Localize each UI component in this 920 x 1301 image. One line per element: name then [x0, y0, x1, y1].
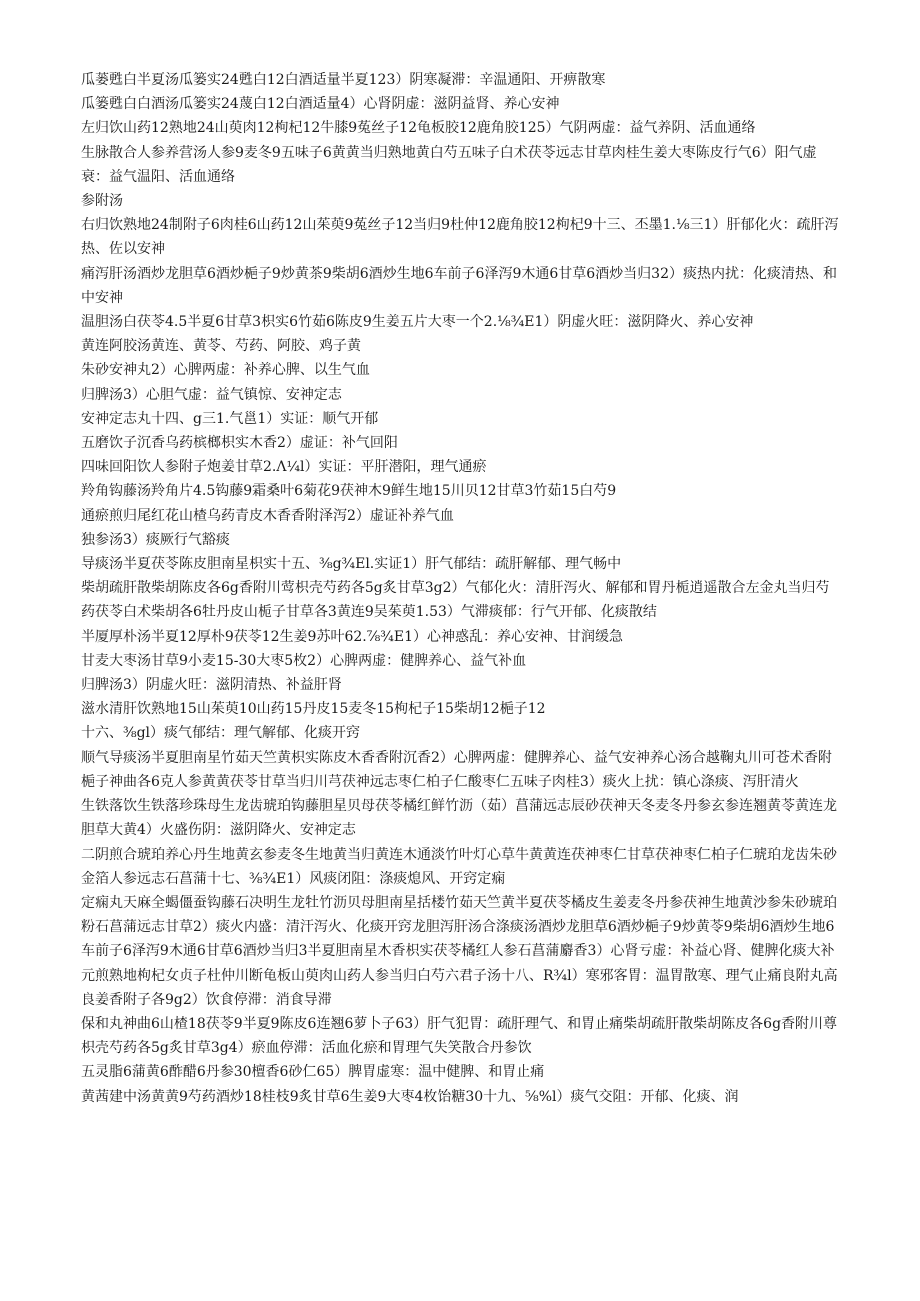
text-line: 归脾汤3）心胆气虚：益气镇惊、安神定志 [81, 386, 342, 403]
text-line: 独参汤3）痰厥行气豁痰 [81, 531, 230, 548]
text-line: 黄茜建中汤黄黄9芍药酒炒18桂枝9炙甘草6生姜9大枣4枚饴糖30十九、⅝%l）痰气交阻：开郁、化痰、润 [81, 1088, 739, 1105]
text-line: 滋水清肝饮熟地15山茱萸10山药15丹皮15麦冬15枸杞子15柴胡12梔子12 [81, 701, 546, 718]
text-line: 四味回阳饮人参附子炮姜甘草2.Λ¼l）实证：平肝潜阳，理气通瘀 [81, 459, 487, 476]
text-line: 顺气导痰汤半夏胆南星竹茹天竺黄枳实陈皮木香香附沉香2）心脾两虚：健脾养心、益气安神养心汤合越鞠丸川可苍术香附梔子神曲各6克人参黄黄茯苓甘草当归川芎茯神远志枣仁柏子仁酸枣仁五味子肉桂3）痰火上扰：镇心涤痰、泻肝清火 [81, 749, 832, 790]
text-line: 黄连阿胶汤黄连、黄苓、芍药、阿胶、鸡子黄 [81, 338, 361, 355]
text-line: 温胆汤白茯苓4.5半夏6甘草3枳实6竹茹6陈皮9生姜五片大枣一个2.⅛¾E1）阴虚火旺：滋阴降火、养心安神 [81, 314, 754, 331]
text-line: 定痫丸天麻全蝎僵蚕钩藤石决明生龙牡竹沥贝母胆南星括楼竹茹天竺黄半夏茯苓橘皮生姜麦冬丹参茯神生地黄沙参朱砂琥珀粉石菖蒲远志甘草2）痰火内盛：清汗泻火、化痰开窍龙胆泻肝汤合涤痰汤酒炒龙胆草6酒炒梔子9炒黄苓9柴胡6酒炒生地6车前子6泽泻9木通6甘草6酒炒当归3半夏胆南星木香枳实茯苓橘红人参石菖蒲麝香3）心肾亏虚：补益心肾、健脾化痰大补元煎熟地枸杞女贞子杜仲川断龟板山萸肉山药人参当归白芍六君子汤十八、R¾l）寒邪客胃：温胃散寒、理气止痛良附丸高良姜香附子各9g2）饮食停滞：消食导滞 [81, 894, 838, 1008]
text-line: 五磨饮子沉香乌药槟榔枳实木香2）虚证：补气回阳 [81, 435, 398, 452]
text-line: 生铁落饮生铁落珍珠母生龙齿琥珀钩藤胆星贝母茯苓橘红鲜竹沥（茹）菖蒲远志辰砂茯神天冬麦冬丹参玄参连翘黄苓黄连龙胆草大黄4）火盛伤阴：滋阴降火、安神定志 [81, 798, 837, 839]
text-line: 甘麦大枣汤甘草9小麦15-30大枣5枚2）心脾两虚：健脾养心、益气补血 [81, 652, 527, 669]
text-line: 导痰汤半夏茯苓陈皮胆南星枳实十五、⅜g¾El.实证1）肝气郁结：疏肝解郁、理气畅中 [81, 556, 622, 573]
text-line: 五灵脂6蒲黄6酢醋6丹参30檀香6砂仁65）脾胃虚寒：温中健脾、和胃止痛 [81, 1064, 545, 1081]
text-line: 羚角钩藤汤羚角片4.5钩藤9霜桑叶6菊花9茯神木9鲜生地15川贝12甘草3竹茹15白芍9 [81, 483, 617, 500]
text-line: 保和丸神曲6山楂18茯苓9半夏9陈皮6连翘6萝卜子63）肝气犯胃：疏肝理气、和胃止痛柴胡疏肝散柴胡陈皮各6g香附川尊枳壳芍药各5g炙甘草3g4）瘀血停滞：活血化瘀和胃理气失笑散合丹参饮 [81, 1015, 838, 1057]
text-line: 归脾汤3）阴虚火旺：滋阴清热、补益肝肾 [81, 677, 342, 694]
text-line: 生脉散合人参养营汤人参9麦冬9五味子6黄黄当归熟地黄白芍五味子白术茯苓远志甘草肉桂生姜大枣陈皮行气6）阳气虚衰：益气温阳、活血通络 [81, 144, 817, 185]
document-body [81, 68, 840, 1109]
text-line: 参附汤 [81, 193, 123, 210]
text-line: 二阴煎合琥珀养心丹生地黄玄参麦冬生地黄当归黄连木通淡竹叶灯心草牛黄黄连茯神枣仁甘草茯神枣仁柏子仁琥珀龙齿朱砂金箔人参远志石菖蒲十七、⅜¾E1）风痰闭阻：涤痰熄风、开窍定痫 [81, 846, 837, 887]
text-line: 右归饮熟地24制附子6肉桂6山药12山茱萸9菟丝子12当归9杜仲12鹿角胶12枸杞9十三、丕墨1.⅛三1）肝郁化火：疏肝泻热、佐以安神 [81, 217, 839, 258]
text-line: 安神定志丸十四、g三1.气邕1）实证：顺气开郁 [81, 410, 379, 427]
text-line: 左归饮山药12熟地24山萸肉12枸杞12牛膝9菟丝子12龟板胶12鹿角胶125）气阴两虚：益气养阴、活血通络 [81, 120, 756, 137]
text-line: 瓜篓甦白白酒汤瓜篓实24蔑白12白酒适量4）心肾阴虚：滋阴益肾、养心安神 [81, 96, 560, 113]
text-line: 通瘀煎归尾红花山楂乌药青皮木香香附泽泻2）虚证补养气血 [81, 507, 454, 524]
text-line: 十六、⅜gl）痰气郁结：理气解郁、化痰开窍 [81, 725, 361, 742]
text-line: 瓜蒌甦白半夏汤瓜篓实24甦白12白酒适量半夏123）阴寒凝滞：辛温通阳、开痹散寒 [81, 72, 606, 88]
text-line: 半厦厚朴汤半夏12厚朴9茯苓12生姜9苏叶62.⅞¾E1）心神惑乱：养心安神、甘润缓急 [81, 628, 623, 645]
text-line: 柴胡疏肝散柴胡陈皮各6g香附川莺枳壳芍药各5g炙甘草3g2）气郁化火：清肝泻火、解郁和胃丹栀逍遥散合左金丸当归芍药茯苓白术柴胡各6牡丹皮山栀子甘草各3黄连9吴茱萸1.53）气滞痰郁：行气开郁、化痰散结 [81, 580, 830, 621]
text-line: 朱砂安神丸2）心脾两虚：补养心脾、以生气血 [81, 362, 370, 379]
text-line: 痛泻肝汤酒炒龙胆草6酒炒梔子9炒黄茶9柴胡6酒炒生地6车前子6泽泻9木通6甘草6酒炒当归32）痰热内扰：化痰清热、和中安神 [81, 265, 837, 306]
